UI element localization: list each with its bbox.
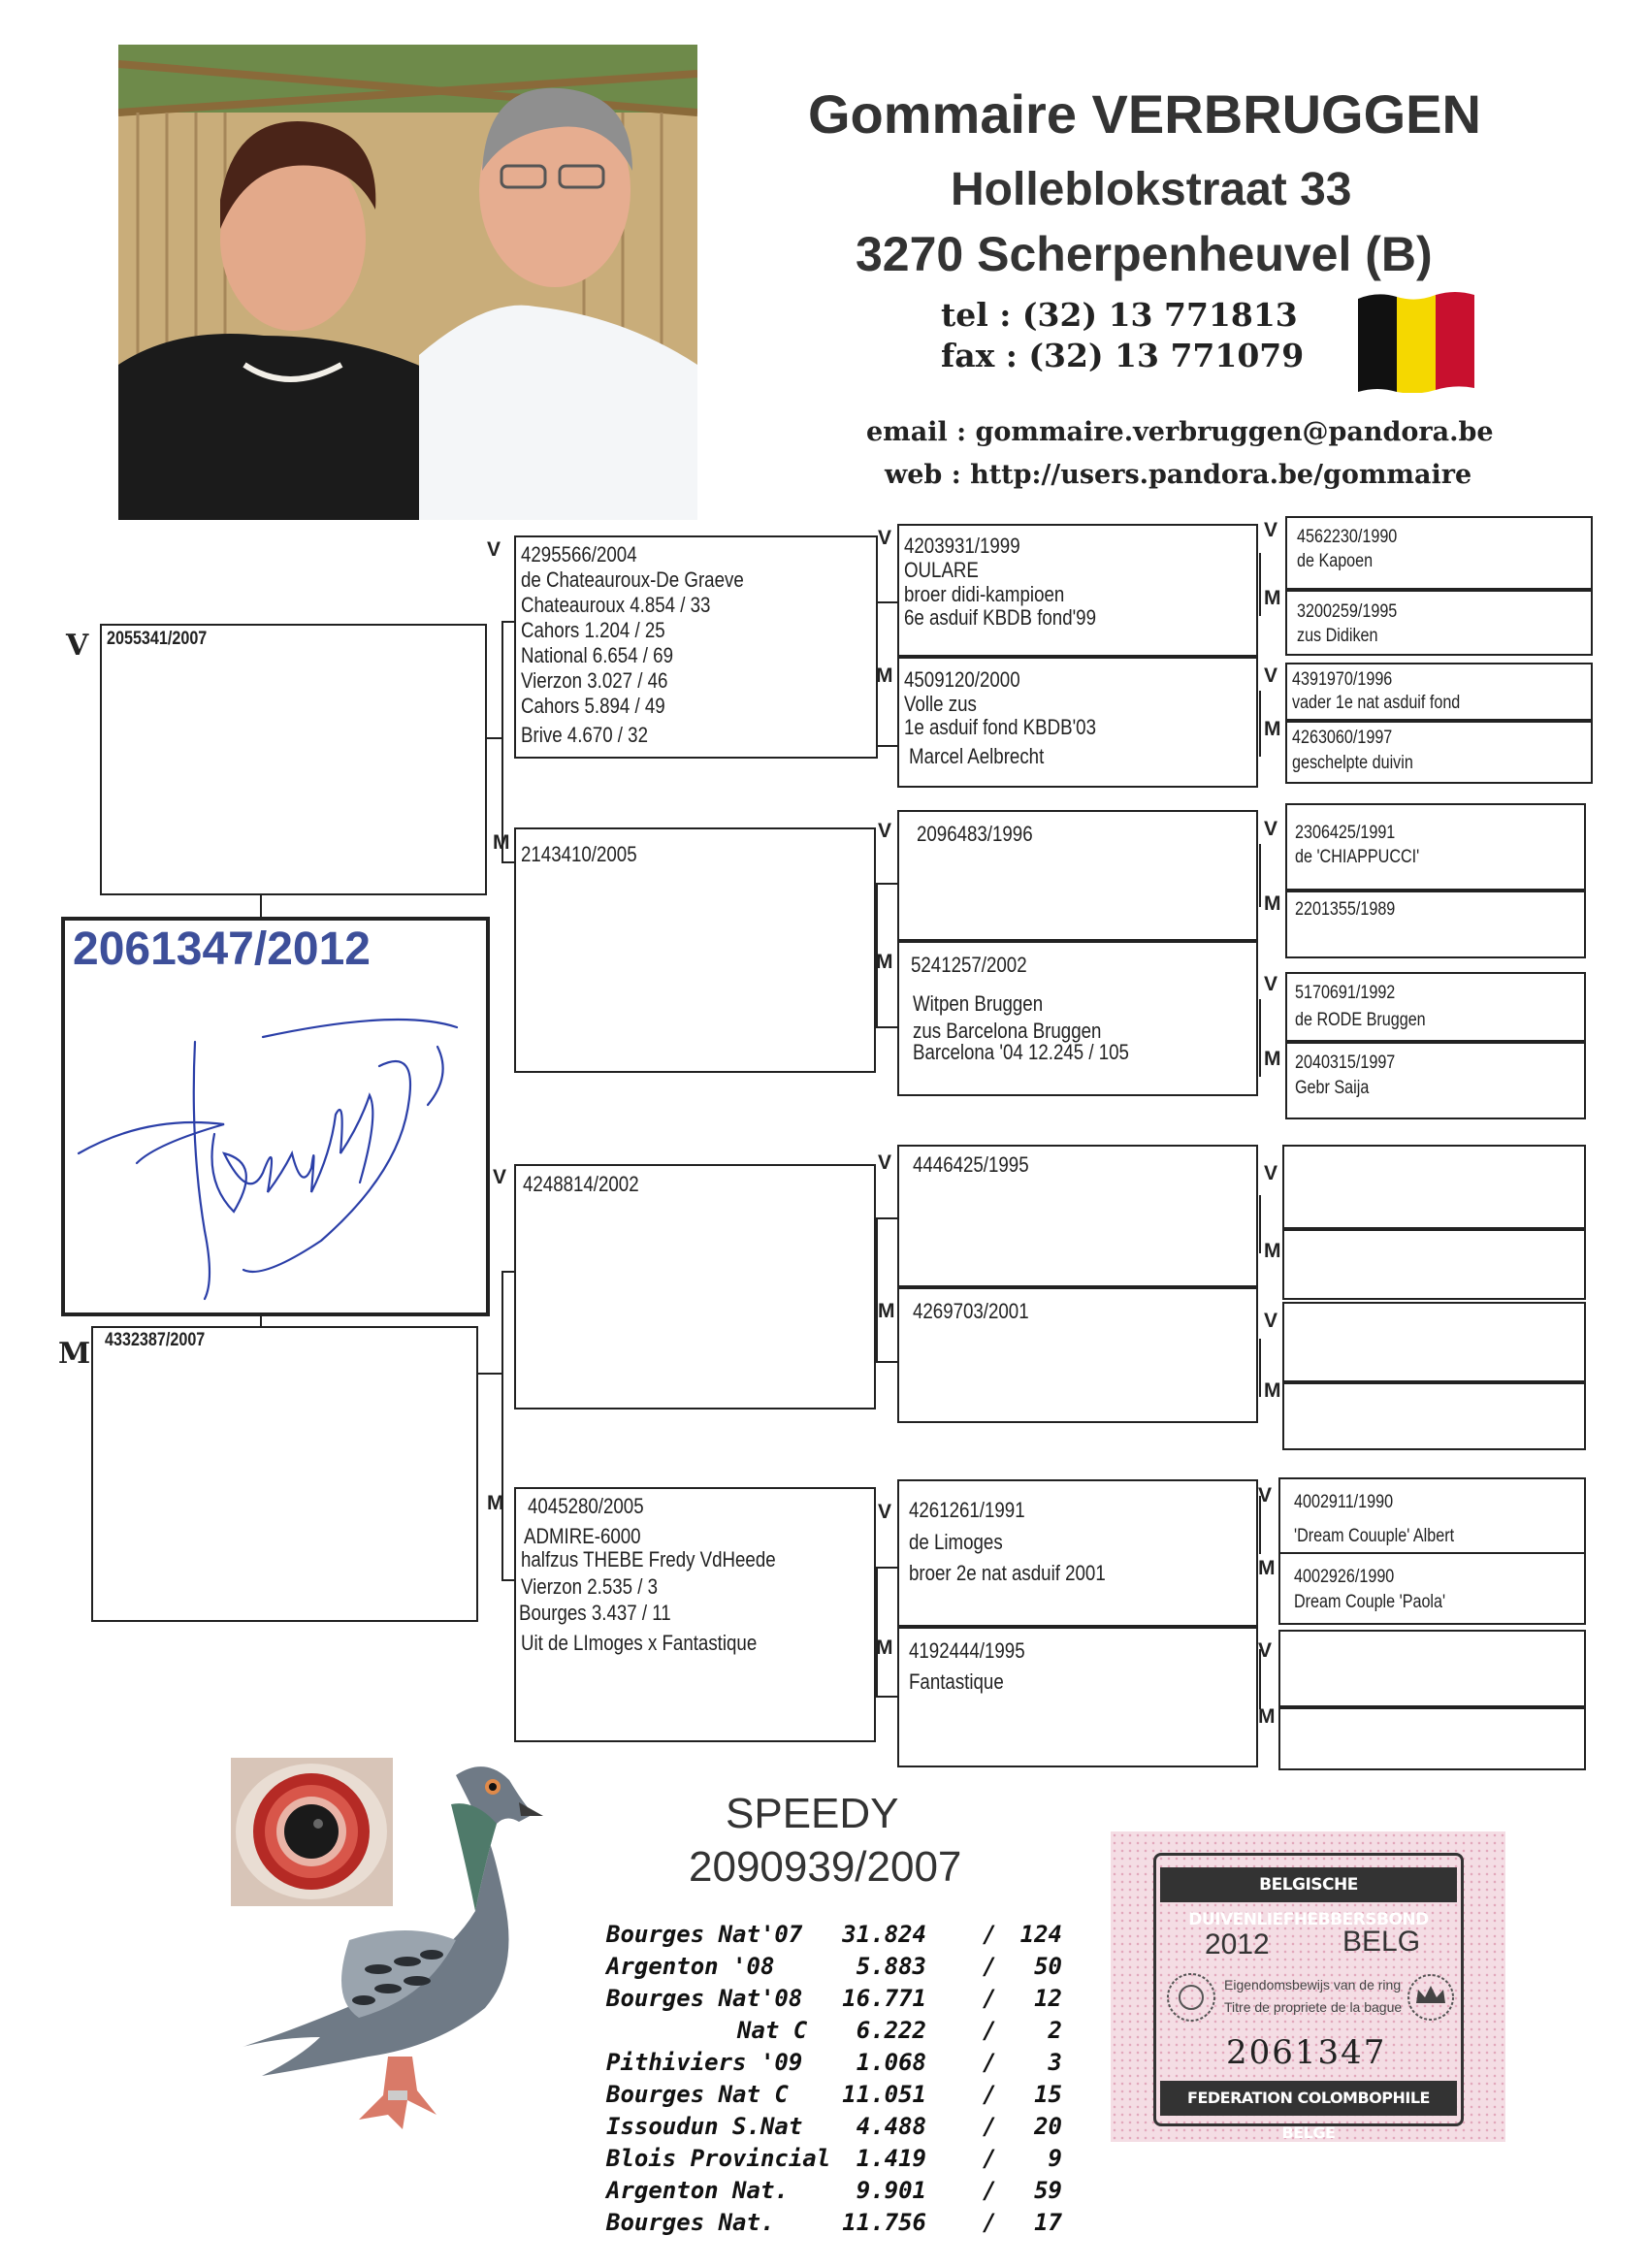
certificate-country: BELG xyxy=(1342,1926,1421,1958)
connector xyxy=(477,1373,503,1375)
result-race: Bourges Nat. xyxy=(606,2209,775,2236)
dds-box[interactable] xyxy=(897,1479,1258,1627)
result-row xyxy=(606,2081,1072,2113)
g4-ring: 2306425/1991 xyxy=(1295,823,1396,843)
result-row xyxy=(606,2113,1072,2145)
certificate-bottom-banner xyxy=(1160,2081,1457,2142)
ddd-box[interactable] xyxy=(897,1627,1258,1767)
certificate-top: BELGISCHE DUIVENLIEFHEBBERSBOND xyxy=(1188,1875,1429,1929)
dds-note: de Limoges xyxy=(909,1530,1003,1554)
owners-photo xyxy=(118,45,697,520)
g4-box[interactable] xyxy=(1285,803,1586,891)
dsd-box[interactable] xyxy=(897,1287,1258,1423)
sds-box[interactable] xyxy=(897,810,1258,941)
ssd-note: 1e asduif fond KBDB'03 xyxy=(904,715,1096,739)
g4-label: V xyxy=(1264,818,1278,840)
result-sep: / xyxy=(983,2145,997,2172)
result-row xyxy=(606,2145,1072,2177)
ss-note: National 6.654 / 69 xyxy=(521,643,673,667)
g4-box[interactable] xyxy=(1285,663,1593,721)
result-race: Issoudun S.Nat xyxy=(606,2113,803,2140)
connector xyxy=(876,745,897,747)
result-value: 4.488 xyxy=(856,2113,926,2140)
connector xyxy=(876,1361,897,1363)
result-rank: 59 xyxy=(1034,2177,1062,2204)
sss-box[interactable] xyxy=(897,524,1258,657)
g4-label: V xyxy=(1264,1162,1278,1184)
g4-note: 'Dream Couuple' Albert xyxy=(1294,1526,1455,1546)
sdd-label: M xyxy=(876,951,893,973)
result-race: Argenton '08 xyxy=(606,1953,775,1980)
ss-box[interactable] xyxy=(514,535,878,759)
ownership-certificate xyxy=(1111,1831,1505,2142)
dd-note: Uit de LImoges x Fantastique xyxy=(521,1631,758,1655)
result-value: 9.901 xyxy=(856,2177,926,2204)
result-rank: 3 xyxy=(1048,2049,1062,2076)
dsd-label: M xyxy=(878,1300,895,1322)
dss-label: V xyxy=(878,1151,892,1174)
g4-note: vader 1e nat asduif fond xyxy=(1292,693,1461,713)
g4-label: M xyxy=(1258,1705,1276,1728)
result-value: 5.883 xyxy=(856,1953,926,1980)
breeder-tel: tel : (32) 13 771813 xyxy=(941,296,1298,334)
result-sep: / xyxy=(983,1953,997,1980)
ssd-box[interactable] xyxy=(897,657,1258,788)
g4-ring: 4002926/1990 xyxy=(1294,1567,1395,1587)
connector xyxy=(876,1217,897,1219)
g4-note: Dream Couple 'Paola' xyxy=(1294,1592,1446,1612)
dd-note: Bourges 3.437 / 11 xyxy=(519,1601,671,1625)
dd-note: Vierzon 2.535 / 3 xyxy=(521,1574,659,1599)
breeder-web[interactable]: web : http://users.pandora.be/gommaire xyxy=(885,460,1472,490)
result-row xyxy=(606,2049,1072,2081)
result-row xyxy=(606,1921,1072,1953)
ss-note: Cahors 1.204 / 25 xyxy=(521,618,665,642)
certificate-number: 2061347 xyxy=(1226,2033,1387,2072)
sss-ring: 4203931/1999 xyxy=(904,534,1020,558)
connector xyxy=(1259,691,1261,757)
connector xyxy=(1259,553,1261,616)
ssd-note: Volle zus xyxy=(904,692,977,716)
sire-label: V xyxy=(66,629,89,663)
connector xyxy=(876,883,897,885)
g4-ring: 4391970/1996 xyxy=(1292,669,1393,690)
belgian-flag xyxy=(1358,291,1474,393)
sds-label: V xyxy=(878,820,892,842)
ss-note: Chateauroux 4.854 / 33 xyxy=(521,593,711,617)
dam-ring: 4332387/2007 xyxy=(105,1330,206,1350)
breeder-name: Gommaire VERBRUGGEN xyxy=(808,83,1481,145)
ddd-note: Fantastique xyxy=(909,1669,1004,1694)
connector xyxy=(876,1567,878,1698)
result-race: Pithiviers '09 xyxy=(606,2049,803,2076)
dss-ring: 4446425/1995 xyxy=(913,1152,1029,1177)
result-rank: 12 xyxy=(1034,1985,1062,2012)
sdd-note: Witpen Bruggen xyxy=(913,991,1044,1016)
result-rank: 9 xyxy=(1048,2145,1062,2172)
g4-box[interactable] xyxy=(1285,516,1593,590)
g4-box[interactable] xyxy=(1285,891,1586,958)
sire-box[interactable] xyxy=(100,624,487,895)
g4-ring: 4263060/1997 xyxy=(1292,728,1393,748)
connector xyxy=(501,1579,514,1581)
dam-box[interactable] xyxy=(91,1326,478,1622)
g4-box[interactable] xyxy=(1285,1042,1586,1119)
connector xyxy=(876,1567,897,1569)
result-sep: / xyxy=(983,2081,997,2108)
connector xyxy=(1259,1339,1261,1397)
g4-label: M xyxy=(1264,1379,1281,1402)
result-race: Bourges Nat'08 xyxy=(606,1985,803,2012)
g4-label: V xyxy=(1264,519,1278,541)
g4-box[interactable] xyxy=(1278,1477,1586,1560)
sss-note: 6e asduif KBDB fond'99 xyxy=(904,605,1096,630)
breeder-email[interactable]: email : gommaire.verbruggen@pandora.be xyxy=(866,417,1494,447)
result-rank: 50 xyxy=(1034,1953,1062,1980)
connector xyxy=(876,1217,878,1363)
ss-note: Cahors 5.894 / 49 xyxy=(521,694,665,718)
sds-ring: 2096483/1996 xyxy=(917,822,1033,846)
ddd-ring: 4192444/1995 xyxy=(909,1638,1025,1663)
connector xyxy=(1259,844,1261,907)
result-race: Nat C xyxy=(737,2017,808,2044)
ds-ring: 4248814/2002 xyxy=(523,1172,639,1196)
connector xyxy=(501,1271,503,1581)
result-value: 31.824 xyxy=(842,1921,926,1948)
certificate-frame xyxy=(1153,1853,1464,2142)
certificate-line2: Titre de propriete de la bague xyxy=(1224,1999,1403,2015)
crown-icon xyxy=(1406,1970,1455,2025)
result-value: 6.222 xyxy=(856,2017,926,2044)
dds-note: broer 2e nat asduif 2001 xyxy=(909,1561,1106,1585)
sdd-ring: 5241257/2002 xyxy=(911,953,1027,977)
g4-label: M xyxy=(1264,1048,1281,1070)
subject-ring: 2061347/2012 xyxy=(73,923,371,975)
result-race: Argenton Nat. xyxy=(606,2177,789,2204)
g4-box[interactable] xyxy=(1278,1707,1586,1770)
result-race: Bourges Nat C xyxy=(606,2081,789,2108)
result-value: 16.771 xyxy=(842,1985,926,2012)
result-value: 1.068 xyxy=(856,2049,926,2076)
g4-box[interactable] xyxy=(1282,1145,1586,1229)
g4-note: de 'CHIAPPUCCI' xyxy=(1295,847,1420,867)
connector xyxy=(485,737,503,739)
subject-box[interactable] xyxy=(61,917,490,1316)
dd-note: halfzus THEBE Fredy VdHeede xyxy=(521,1547,776,1571)
g4-note: Gebr Saija xyxy=(1295,1078,1370,1098)
dd-ring: 4045280/2005 xyxy=(528,1494,644,1518)
g4-box[interactable] xyxy=(1278,1630,1586,1707)
sd-ring: 2143410/2005 xyxy=(521,842,637,866)
connector xyxy=(501,861,514,863)
sss-note: OULARE xyxy=(904,558,979,582)
ssd-note: Marcel Aelbrecht xyxy=(909,744,1045,768)
connector xyxy=(1259,1195,1261,1253)
result-row xyxy=(606,1985,1072,2017)
result-row xyxy=(606,2177,1072,2209)
connector xyxy=(501,621,503,863)
result-value: 11.756 xyxy=(842,2209,926,2236)
certificate-bottom: FEDERATION COLOMBOPHILE BELGE xyxy=(1187,2089,1430,2142)
g4-label: M xyxy=(1258,1557,1276,1579)
result-sep: / xyxy=(983,1921,997,1948)
connector xyxy=(1259,999,1261,1077)
result-value: 1.419 xyxy=(856,2145,926,2172)
result-value: 11.051 xyxy=(842,2081,926,2108)
g4-box[interactable] xyxy=(1285,721,1593,784)
ssd-label: M xyxy=(876,664,893,687)
result-rank: 17 xyxy=(1034,2209,1062,2236)
certificate-year: 2012 xyxy=(1205,1928,1270,1960)
g4-ring: 2040315/1997 xyxy=(1295,1053,1396,1073)
sss-note: broer didi-kampioen xyxy=(904,582,1065,606)
g4-ring: 4002911/1990 xyxy=(1294,1492,1394,1512)
ss-label: V xyxy=(487,538,501,561)
g4-box[interactable] xyxy=(1278,1552,1586,1625)
g4-ring: 3200259/1995 xyxy=(1297,601,1398,622)
ddd-label: M xyxy=(876,1636,893,1659)
breeder-fax: fax : (32) 13 771079 xyxy=(941,337,1305,374)
ss-note: Vierzon 3.027 / 46 xyxy=(521,668,668,693)
g4-box[interactable] xyxy=(1282,1382,1586,1450)
g4-label: V xyxy=(1258,1639,1273,1662)
owner-signature xyxy=(69,988,486,1309)
result-sep: / xyxy=(983,2049,997,2076)
sire-ring: 2055341/2007 xyxy=(107,629,208,649)
g4-ring: 4562230/1990 xyxy=(1297,527,1398,547)
speedy-results xyxy=(606,1921,1072,2251)
result-sep: / xyxy=(983,2177,997,2204)
connector xyxy=(876,601,897,603)
result-row xyxy=(606,2209,1072,2241)
certificate-crest-icon xyxy=(1164,1970,1218,2025)
speedy-name: SPEEDY xyxy=(726,1790,899,1837)
sss-label: V xyxy=(878,527,892,549)
result-rank: 20 xyxy=(1034,2113,1062,2140)
result-sep: / xyxy=(983,2017,997,2044)
g4-box[interactable] xyxy=(1282,1302,1586,1382)
g4-label: V xyxy=(1264,973,1278,995)
ss-notes xyxy=(521,567,783,747)
dds-label: V xyxy=(878,1501,892,1523)
connector xyxy=(260,894,262,918)
ds-label: V xyxy=(493,1166,507,1188)
sdd-box[interactable] xyxy=(897,941,1258,1096)
g4-label: V xyxy=(1258,1484,1273,1507)
ss-note: de Chateauroux-De Graeve xyxy=(521,567,744,592)
breeder-street: Holleblokstraat 33 xyxy=(951,164,1352,215)
g4-label: V xyxy=(1264,1310,1278,1332)
speedy-ring: 2090939/2007 xyxy=(689,1843,962,1891)
result-rank: 124 xyxy=(1019,1921,1062,1948)
g4-box[interactable] xyxy=(1285,590,1593,656)
result-sep: / xyxy=(983,2113,997,2140)
sdd-note: zus Barcelona Bruggen xyxy=(913,1019,1102,1043)
g4-note: geschelpte duivin xyxy=(1292,753,1413,773)
g4-box[interactable] xyxy=(1285,972,1586,1042)
result-rank: 2 xyxy=(1048,2017,1062,2044)
result-sep: / xyxy=(983,1985,997,2012)
sd-box[interactable] xyxy=(514,827,876,1073)
dd-note: ADMIRE-6000 xyxy=(524,1524,641,1548)
result-rank: 15 xyxy=(1034,2081,1062,2108)
certificate-line1: Eigendomsbewijs van de ring xyxy=(1224,1977,1402,1993)
g4-label: M xyxy=(1264,1240,1281,1262)
sdd-note: Barcelona '04 12.245 / 105 xyxy=(913,1040,1129,1064)
result-row xyxy=(606,1953,1072,1985)
connector xyxy=(501,621,514,623)
result-row xyxy=(606,2017,1072,2049)
result-race: Bourges Nat'07 xyxy=(606,1921,803,1948)
g4-ring: 5170691/1992 xyxy=(1295,983,1396,1003)
ss-note: Brive 4.670 / 32 xyxy=(521,723,648,747)
g4-note: zus Didiken xyxy=(1297,626,1378,646)
ss-ring: 4295566/2004 xyxy=(521,542,637,567)
certificate-top-banner xyxy=(1160,1867,1457,1929)
dd-box[interactable] xyxy=(514,1487,876,1742)
dd-label: M xyxy=(487,1492,504,1514)
sd-label: M xyxy=(493,831,510,854)
dss-box[interactable] xyxy=(897,1145,1258,1287)
g4-label: M xyxy=(1264,718,1281,740)
result-sep: / xyxy=(983,2209,997,2236)
g4-ring: 2201355/1989 xyxy=(1295,899,1396,920)
g4-label: V xyxy=(1264,664,1278,687)
g4-box[interactable] xyxy=(1282,1229,1586,1300)
dam-label: M xyxy=(58,1337,91,1371)
dds-ring: 4261261/1991 xyxy=(909,1498,1025,1522)
ssd-ring: 4509120/2000 xyxy=(904,667,1020,692)
g4-label: M xyxy=(1264,587,1281,609)
g4-label: M xyxy=(1264,892,1281,915)
breeder-city: 3270 Scherpenheuvel (B) xyxy=(856,227,1433,281)
dsd-ring: 4269703/2001 xyxy=(913,1299,1029,1323)
pigeon-photo xyxy=(242,1746,592,2154)
connector xyxy=(876,1696,897,1698)
g4-note: de Kapoen xyxy=(1297,551,1374,571)
connector xyxy=(876,1026,897,1028)
connector xyxy=(501,1271,514,1273)
ds-box[interactable] xyxy=(514,1164,876,1409)
g4-note: de RODE Bruggen xyxy=(1295,1010,1426,1030)
result-race: Blois Provincial xyxy=(606,2145,831,2172)
